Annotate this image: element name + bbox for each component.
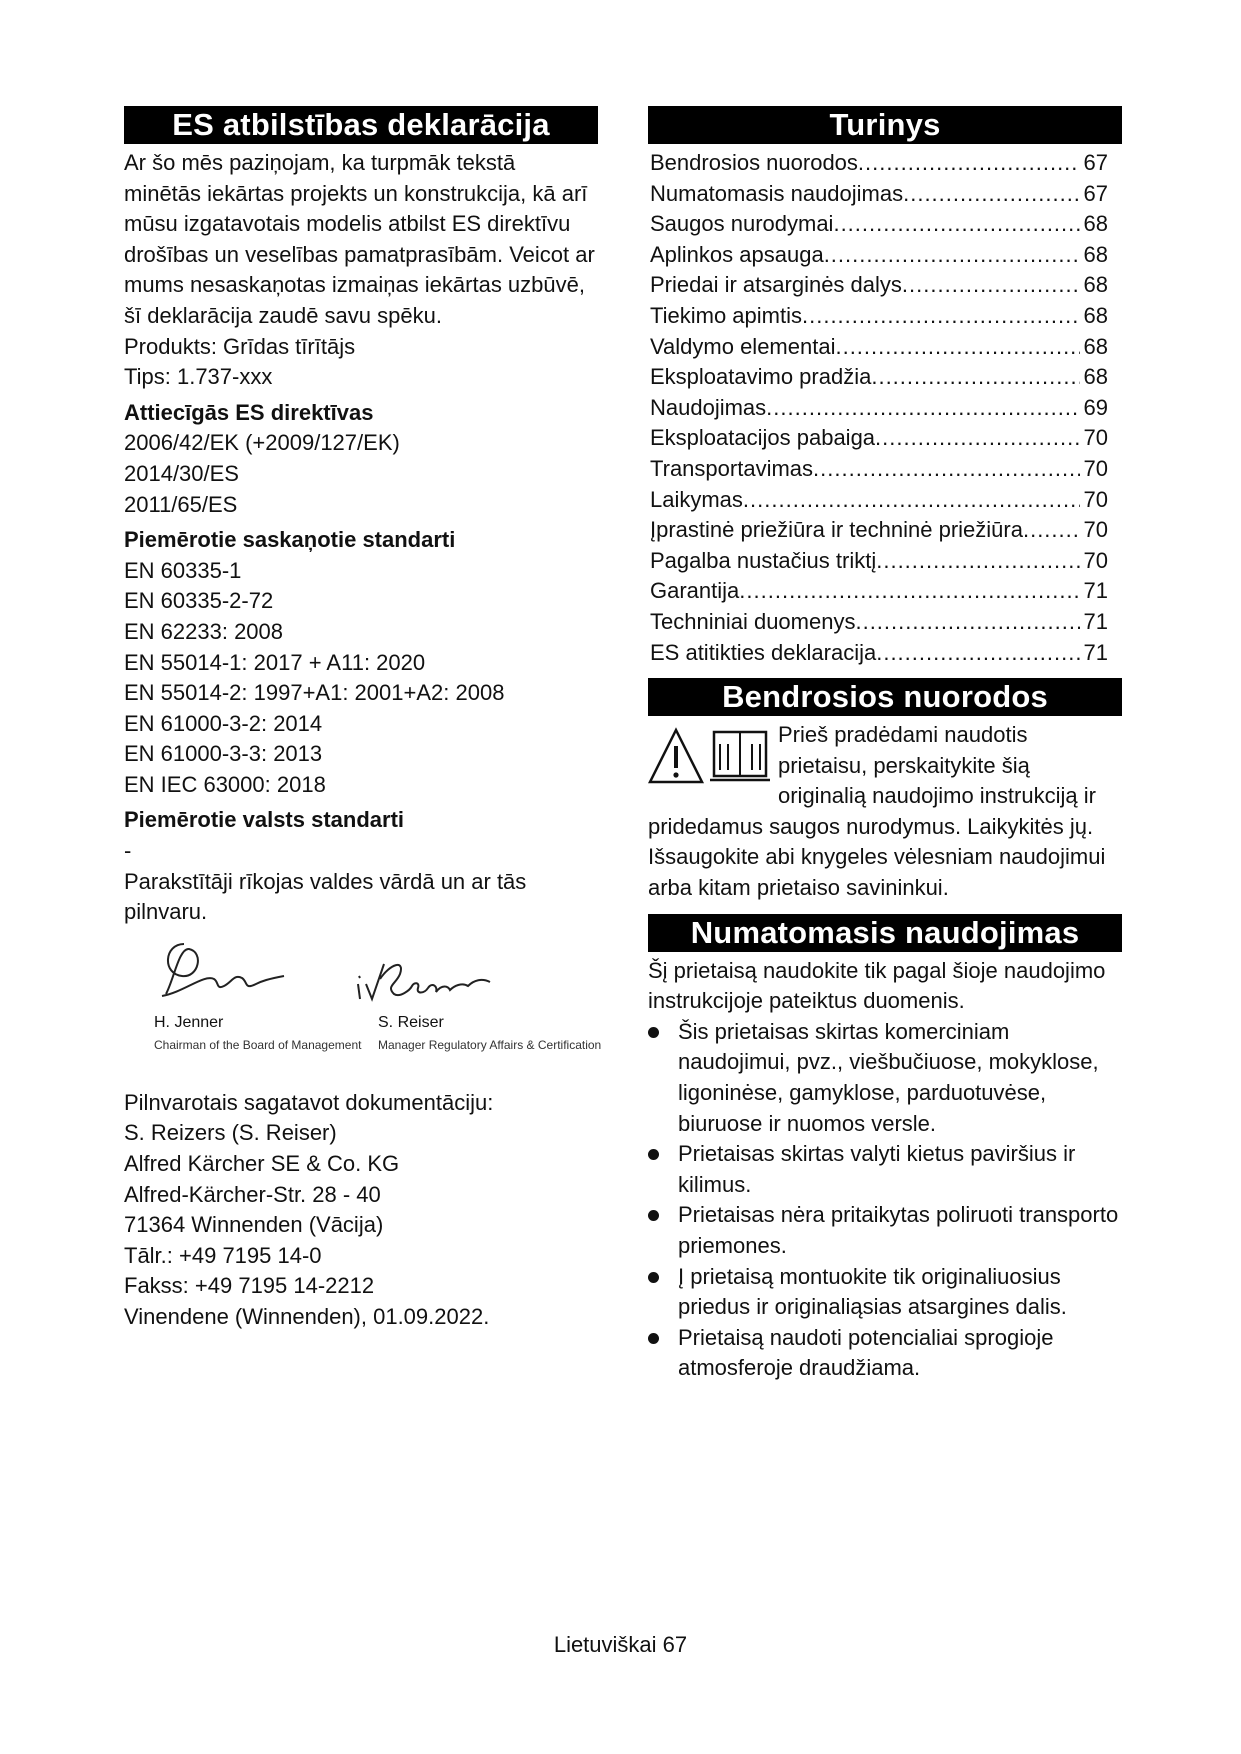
declaration-intro: Ar šo mēs paziņojam, ka turpmāk tekstā minētās iekārtas projekts un konstrukcija, kā arī mūsu izgatavotais modelis atbilst ES direktīvu drošības un veselības pamatprasībām. Veicot ar mums nesaskaņotas izmaiņas iekārtas uzbūvē, šī deklarācija zaudē savu spēku.: [124, 150, 595, 328]
list-item: Prietaisą naudoti potencialiai sprogioje atmosferoje draudžiama.: [648, 1323, 1122, 1384]
authorized-line: Alfred Kärcher SE & Co. KG: [124, 1151, 400, 1177]
signature-jenner-image: [144, 934, 294, 1014]
national-standards-heading: Piemērotie valsts standarti: [124, 807, 405, 833]
intended-use-list: [648, 1017, 1122, 1384]
content-column: [648, 106, 1122, 1384]
toc-item[interactable]: Tiekimo apimtis ..... 68: [650, 301, 1122, 332]
standard-item: EN 60335-1: [124, 557, 242, 583]
bullet-icon: [648, 1210, 659, 1221]
footer-page-number: 67: [662, 1632, 688, 1657]
authorized-line: Alfred-Kärcher-Str. 28 - 40: [124, 1181, 381, 1207]
signatories-text: Parakstītāji rīkojas valdes vārdā un ar tās pilnvaru.: [124, 868, 527, 925]
authorized-line: S. Reizers (S. Reiser): [124, 1120, 337, 1146]
signature-jenner-name: H. Jenner: [154, 1013, 224, 1031]
signature-reiser-image: [350, 934, 510, 1014]
toc-item[interactable]: Eksploatavimo pradžia ..... 68: [650, 362, 1122, 393]
toc-item[interactable]: Eksploatacijos pabaiga ..... 70: [650, 423, 1122, 454]
toc-item[interactable]: Pagalba nustačius triktį ..... 70: [650, 546, 1122, 577]
footer-language: Lietuviškai: [553, 1632, 657, 1657]
warning-manual-icon: [648, 724, 772, 788]
toc-item[interactable]: Naudojimas ..... 69: [650, 393, 1122, 424]
bullet-icon: [648, 1027, 659, 1038]
bullet-icon: [648, 1272, 659, 1283]
standard-item: EN IEC 63000: 2018: [124, 771, 326, 797]
toc-item[interactable]: Valdymo elementai ..... 68: [650, 332, 1122, 363]
general-text: Prieš pradėdami naudotis prietaisu, perskaitykite šią originalią naudojimo instrukciją ir pridedamus saugos nurodymus. Laikykitės jų. Išsaugokite abi knygeles vėlesniam naudojimui arba kitam prietaiso savininkui.: [648, 722, 1106, 901]
page-footer: [0, 1632, 1241, 1658]
toc-item[interactable]: ES atitikties deklaracija ..... 71: [650, 638, 1122, 669]
declaration-column: [124, 106, 602, 1333]
standard-item: EN 55014-1: 2017 + A11: 2020: [124, 649, 426, 675]
directives-heading: Attiecīgās ES direktīvas: [124, 399, 374, 425]
standard-item: EN 62233: 2008: [124, 618, 284, 644]
toc-item[interactable]: Transportavimas ..... 70: [650, 454, 1122, 485]
authorized-line: 71364 Winnenden (Vācija): [124, 1212, 384, 1238]
toc-item[interactable]: Techniniai duomenys ..... 71: [650, 607, 1122, 638]
standards-heading: Piemērotie saskaņotie standarti: [124, 527, 456, 553]
directive-item: 2011/65/ES: [124, 491, 238, 517]
authorized-line: Tālr.: +49 7195 14-0: [124, 1242, 322, 1268]
toc-item[interactable]: Laikymas ..... 70: [650, 485, 1122, 516]
national-standards-value: -: [124, 838, 132, 864]
standard-item: EN 55014-2: 1997+A1: 2001+A2: 2008: [124, 680, 505, 706]
standard-item: EN 61000-3-3: 2013: [124, 741, 323, 767]
toc-item[interactable]: Bendrosios nuorodos ..... 67: [650, 148, 1122, 179]
standard-item: EN 61000-3-2: 2014: [124, 710, 323, 736]
intended-use-heading: Numatomasis naudojimas: [648, 914, 1122, 952]
type-line: Tips: 1.737-xxx: [124, 364, 273, 390]
toc-heading: Turinys: [648, 106, 1122, 144]
intended-use-text: Šį prietaisą naudokite tik pagal šioje naudojimo instrukcijoje pateiktus duomenis.: [648, 957, 1106, 1014]
general-section: [648, 720, 1122, 904]
product-line: Produkts: Grīdas tīrītājs: [124, 333, 356, 359]
signature-jenner-role: Chairman of the Board of Management: [154, 1037, 362, 1052]
signature-block: [124, 934, 602, 1084]
bullet-icon: [648, 1149, 659, 1160]
standard-item: EN 60335-2-72: [124, 588, 274, 614]
list-item: Šis prietaisas skirtas komerciniam naudojimui, pvz., viešbučiuose, mokyklose, ligoninėse, gamyklose, parduotuvėse, biuruose ir nuomos versle.: [648, 1017, 1122, 1139]
signature-reiser-role: Manager Regulatory Affairs & Certification: [378, 1037, 602, 1052]
list-item: Prietaisas skirtas valyti kietus paviršius ir kilimus.: [648, 1139, 1122, 1200]
authorized-line: Vinendene (Winnenden), 01.09.2022.: [124, 1304, 490, 1329]
toc-item[interactable]: Priedai ir atsarginės dalys ..... 68: [650, 270, 1122, 301]
declaration-heading: ES atbilstības deklarācija: [124, 106, 598, 144]
toc-item[interactable]: Įprastinė priežiūra ir techninė priežiūra ..... 70: [650, 515, 1122, 546]
toc-item[interactable]: Saugos nurodymai ..... 68: [650, 209, 1122, 240]
bullet-icon: [648, 1333, 659, 1344]
toc-item[interactable]: Garantija ..... 71: [650, 576, 1122, 607]
signature-reiser-name: S. Reiser: [378, 1013, 444, 1031]
toc-item[interactable]: Numatomasis naudojimas ..... 67: [650, 179, 1122, 210]
table-of-contents: [650, 148, 1122, 668]
authorized-line: Fakss: +49 7195 14-2212: [124, 1273, 375, 1299]
directive-item: 2014/30/ES: [124, 460, 239, 486]
directive-item: 2006/42/EK (+2009/127/EK): [124, 430, 400, 456]
toc-item[interactable]: Aplinkos apsauga ..... 68: [650, 240, 1122, 271]
general-heading: Bendrosios nuorodos: [648, 678, 1122, 716]
authorized-line: Pilnvarotais sagatavot dokumentāciju:: [124, 1089, 494, 1115]
list-item: Į prietaisą montuokite tik originaliuosius priedus ir originaliąsias atsargines dalis.: [648, 1262, 1122, 1323]
list-item: Prietaisas nėra pritaikytas poliruoti transporto priemones.: [648, 1200, 1122, 1261]
